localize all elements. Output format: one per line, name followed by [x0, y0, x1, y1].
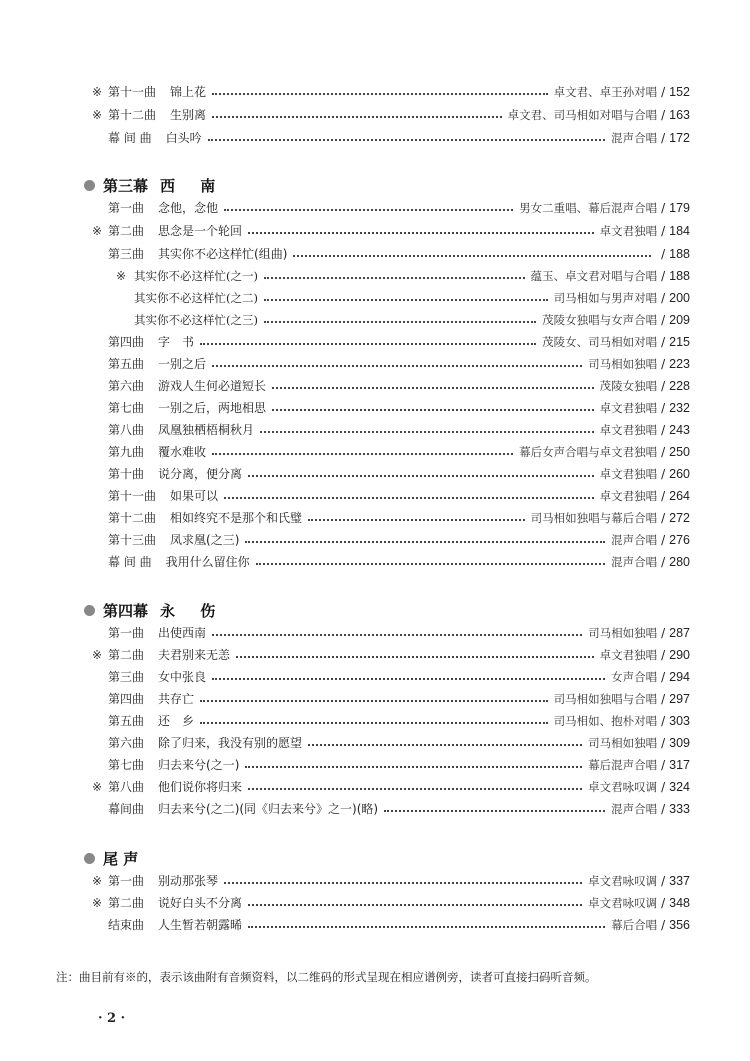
- entry-page: 324: [669, 780, 690, 794]
- separator: /: [661, 692, 666, 706]
- leader-dots: [200, 722, 548, 724]
- leader-dots: [245, 766, 582, 768]
- leader-dots: [256, 563, 605, 565]
- audio-mark: ※: [92, 108, 103, 122]
- toc-entry: [84, 667, 690, 687]
- entry-page: 348: [669, 896, 690, 910]
- leader-dots: [224, 209, 513, 211]
- entry-page: 294: [669, 670, 690, 684]
- entry-performance: 卓文君独唱: [599, 489, 658, 503]
- toc-entry: [84, 486, 690, 506]
- audio-mark: ※: [92, 224, 103, 238]
- separator: /: [661, 533, 666, 547]
- leader-dots: [200, 343, 536, 345]
- separator: /: [661, 758, 666, 772]
- entry-title: 别动那张琴: [158, 874, 219, 888]
- entry-title: 说分离，便分离: [158, 467, 243, 481]
- entry-title: 白头吟: [165, 131, 202, 145]
- toc-entry: [84, 82, 690, 102]
- section-heading-epilogue: [84, 848, 150, 869]
- entry-performance: 司马相如独唱: [588, 736, 658, 750]
- separator: /: [661, 131, 666, 145]
- entry-performance: 混声合唱: [611, 131, 658, 145]
- act-label: 第三幕: [103, 177, 149, 195]
- entry-page: 260: [669, 467, 690, 481]
- toc-entry: [84, 105, 690, 125]
- entry-title: 归去来兮(之二)(同《归去来兮》之一)(略): [158, 802, 379, 816]
- entry-title: 除了归来，我没有别的愿望: [158, 736, 303, 750]
- toc-entry: [84, 915, 690, 935]
- entry-number: 第五曲: [108, 357, 145, 371]
- entry-title: 锦上花: [170, 85, 207, 99]
- separator: /: [661, 670, 666, 684]
- entry-performance: 卓文君、卓王孙对唱: [553, 85, 658, 99]
- leader-dots: [236, 656, 594, 658]
- leader-dots: [264, 321, 536, 323]
- leader-dots: [212, 634, 582, 636]
- entry-performance: 卓文君独唱: [599, 401, 658, 415]
- leader-dots: [248, 904, 582, 906]
- leader-dots: [293, 255, 651, 257]
- entry-performance: 司马相如独唱与幕后合唱: [530, 511, 658, 525]
- toc-entry: [84, 376, 690, 396]
- entry-page: 317: [669, 758, 690, 772]
- entry-performance: 男女二重唱、幕后混声合唱: [519, 201, 658, 215]
- toc-entry: [84, 689, 690, 709]
- leader-dots: [308, 744, 582, 746]
- entry-page: 163: [669, 108, 690, 122]
- entry-title: 人生暂若朝露晞: [158, 918, 243, 932]
- entry-performance: 司马相如独唱: [588, 357, 658, 371]
- separator: /: [661, 714, 666, 728]
- leader-dots: [212, 453, 513, 455]
- separator: /: [661, 511, 666, 525]
- leader-dots: [200, 700, 548, 702]
- audio-mark: ※: [92, 85, 103, 99]
- entry-performance: 卓文君独唱: [599, 224, 658, 238]
- toc-entry: [84, 777, 690, 797]
- separator: /: [661, 896, 666, 910]
- leader-dots: [248, 232, 594, 234]
- toc-entry: [84, 508, 690, 528]
- entry-page: 337: [669, 874, 690, 888]
- entry-page: 287: [669, 626, 690, 640]
- leader-dots: [224, 497, 594, 499]
- separator: /: [661, 802, 666, 816]
- entry-title: 相如终究不是那个和氏璧: [170, 511, 303, 525]
- entry-performance: 混声合唱: [611, 555, 658, 569]
- entry-page: 152: [669, 85, 690, 99]
- toc-subentry: [108, 266, 690, 286]
- act-label: 第四幕: [103, 602, 149, 620]
- leader-dots: [248, 475, 594, 477]
- leader-dots: [264, 277, 525, 279]
- entry-performance: 幕后女声合唱与卓文君独唱: [519, 445, 658, 459]
- toc-entry: [84, 464, 690, 484]
- toc-entry: [84, 442, 690, 462]
- separator: /: [661, 467, 666, 481]
- leader-dots: [260, 431, 594, 433]
- entry-title: 出使西南: [158, 626, 207, 640]
- separator: /: [661, 201, 666, 215]
- toc-entry: [84, 893, 690, 913]
- entry-number: 第一曲: [108, 874, 145, 888]
- footnote: 注：曲目前有※的，表示该曲附有音频资料，以二维码的形式呈现在相应谱例旁，读者可直接扫码听音频。: [56, 970, 597, 984]
- separator: /: [661, 313, 666, 327]
- separator: /: [661, 626, 666, 640]
- entry-title: 女中张良: [158, 670, 207, 684]
- toc-subentry: [108, 288, 690, 308]
- entry-page: 250: [669, 445, 690, 459]
- entry-title: 共存亡: [158, 692, 195, 706]
- entry-number: 结束曲: [108, 918, 145, 932]
- separator: /: [661, 918, 666, 932]
- entry-title: 还 乡: [158, 714, 195, 728]
- entry-number: 第十一曲: [108, 85, 157, 99]
- entry-page: 297: [669, 692, 690, 706]
- entry-page: 188: [669, 269, 690, 283]
- separator: /: [661, 85, 666, 99]
- entry-title: 一别之后，两地相思: [158, 401, 267, 415]
- entry-performance: 司马相如独唱与合唱: [553, 692, 658, 706]
- entry-title: 他们说你将归来: [158, 780, 243, 794]
- entry-title: 覆水难收: [158, 445, 207, 459]
- entry-performance: 茂陵女独唱与女声合唱: [542, 313, 658, 327]
- separator: /: [661, 224, 666, 238]
- entry-page: 215: [669, 335, 690, 349]
- entry-page: 172: [669, 131, 690, 145]
- separator: /: [661, 269, 666, 283]
- separator: /: [661, 874, 666, 888]
- toc-subentry: [108, 310, 690, 330]
- entry-title: 思念是一个轮回: [158, 224, 243, 238]
- entry-page: 243: [669, 423, 690, 437]
- toc-entry: [84, 221, 690, 241]
- act-name: 永 伤: [160, 602, 226, 620]
- toc-entry: [84, 332, 690, 352]
- entry-title: 念他，念他: [158, 201, 219, 215]
- entry-number: 第四曲: [108, 335, 145, 349]
- toc-entry: [84, 623, 690, 643]
- entry-title: 其实你不必这样忙(组曲): [158, 247, 288, 261]
- entry-title: 其实你不必这样忙(之一): [134, 269, 258, 283]
- entry-performance: 茂陵女、司马相如对唱: [542, 335, 658, 349]
- leader-dots: [212, 93, 548, 95]
- separator: /: [661, 357, 666, 371]
- entry-number: 第二曲: [108, 896, 145, 910]
- separator: /: [661, 108, 666, 122]
- entry-page: 188: [669, 247, 690, 261]
- bullet-icon: [84, 853, 95, 864]
- entry-title: 我用什么留住你: [165, 555, 250, 569]
- entry-title: 夫君别来无恙: [158, 648, 231, 662]
- toc-entry: [84, 398, 690, 418]
- entry-number: 第六曲: [108, 736, 145, 750]
- entry-performance: 混声合唱: [611, 802, 658, 816]
- leader-dots: [224, 882, 582, 884]
- entry-page: 303: [669, 714, 690, 728]
- leader-dots: [248, 926, 605, 928]
- entry-title: 凤求凰(之三): [170, 533, 240, 547]
- entry-number: 第二曲: [108, 224, 145, 238]
- toc-entry: [84, 552, 690, 572]
- toc-entry: [84, 733, 690, 753]
- separator: /: [661, 335, 666, 349]
- page-number: · 2 ·: [98, 1011, 126, 1026]
- entry-title: 凤凰独栖梧桐秋月: [158, 423, 255, 437]
- act-name: 西 南: [160, 177, 226, 195]
- entry-performance: 卓文君、司马相如对唱与合唱: [507, 108, 658, 122]
- entry-performance: 卓文君独唱: [599, 648, 658, 662]
- entry-performance: 卓文君咏叹调: [588, 896, 658, 910]
- leader-dots: [212, 116, 502, 118]
- entry-number: 第二曲: [108, 648, 145, 662]
- entry-page: 232: [669, 401, 690, 415]
- entry-title: 如果可以: [170, 489, 219, 503]
- entry-page: 290: [669, 648, 690, 662]
- entry-title: 说好白头不分离: [158, 896, 243, 910]
- entry-number: 幕 间 曲: [108, 131, 152, 145]
- entry-page: 228: [669, 379, 690, 393]
- leader-dots: [264, 299, 548, 301]
- entry-number: 第七曲: [108, 758, 145, 772]
- entry-number: 第六曲: [108, 379, 145, 393]
- leader-dots: [272, 387, 594, 389]
- bullet-icon: [84, 605, 95, 616]
- entry-page: 356: [669, 918, 690, 932]
- entry-title: 字 书: [158, 335, 195, 349]
- separator: /: [661, 555, 666, 569]
- entry-title: 一别之后: [158, 357, 207, 371]
- separator: /: [661, 247, 666, 261]
- separator: /: [661, 736, 666, 750]
- entry-performance: 幕后合唱: [611, 918, 658, 932]
- entry-number: 第一曲: [108, 201, 145, 215]
- separator: /: [661, 423, 666, 437]
- entry-number: 第三曲: [108, 670, 145, 684]
- audio-mark: ※: [92, 896, 103, 910]
- entry-performance: 司马相如独唱: [588, 626, 658, 640]
- toc-entry: [84, 755, 690, 775]
- entry-number: 第一曲: [108, 626, 145, 640]
- separator: /: [661, 401, 666, 415]
- entry-number: 第八曲: [108, 423, 145, 437]
- toc-entry: [84, 354, 690, 374]
- toc-entry: [84, 244, 690, 264]
- entry-number: 第五曲: [108, 714, 145, 728]
- audio-mark: ※: [92, 780, 103, 794]
- entry-performance: 混声合唱: [611, 533, 658, 547]
- separator: /: [661, 489, 666, 503]
- separator: /: [661, 780, 666, 794]
- entry-number: 幕间曲: [108, 802, 145, 816]
- entry-number: 第九曲: [108, 445, 145, 459]
- act-label: 尾 声: [103, 850, 139, 868]
- toc-entry: [84, 530, 690, 550]
- entry-performance: 蕴玉、卓文君对唱与合唱: [530, 269, 658, 283]
- entry-page: 309: [669, 736, 690, 750]
- entry-performance: 女声合唱: [611, 670, 658, 684]
- toc-entry: [84, 799, 690, 819]
- bullet-icon: [84, 180, 95, 191]
- entry-title: 游戏人生何必道短长: [158, 379, 267, 393]
- entry-number: 第十一曲: [108, 489, 157, 503]
- entry-performance: 司马相如与男声对唱: [553, 291, 658, 305]
- audio-mark: ※: [92, 874, 103, 888]
- entry-number: 第十三曲: [108, 533, 157, 547]
- entry-page: 184: [669, 224, 690, 238]
- entry-number: 第十二曲: [108, 511, 157, 525]
- separator: /: [661, 648, 666, 662]
- entry-performance: 司马相如、抱朴对唱: [553, 714, 658, 728]
- leader-dots: [212, 678, 605, 680]
- toc-entry: [84, 711, 690, 731]
- audio-mark: ※: [116, 269, 127, 283]
- entry-number: 第三曲: [108, 247, 145, 261]
- entry-performance: 卓文君咏叹调: [588, 874, 658, 888]
- section-heading-act-3: [84, 175, 225, 196]
- toc-entry: [84, 420, 690, 440]
- entry-page: 209: [669, 313, 690, 327]
- entry-number: 幕 间 曲: [108, 555, 152, 569]
- entry-number: 第七曲: [108, 401, 145, 415]
- leader-dots: [384, 810, 605, 812]
- entry-page: 179: [669, 201, 690, 215]
- separator: /: [661, 445, 666, 459]
- entry-performance: 卓文君独唱: [599, 423, 658, 437]
- section-heading-act-4: [84, 600, 225, 621]
- entry-page: 333: [669, 802, 690, 816]
- toc-entry: [84, 128, 690, 148]
- leader-dots: [248, 788, 582, 790]
- entry-page: 264: [669, 489, 690, 503]
- entry-title: 生别离: [170, 108, 207, 122]
- entry-number: 第十二曲: [108, 108, 157, 122]
- entry-performance: 卓文君独唱: [599, 467, 658, 481]
- leader-dots: [245, 541, 605, 543]
- entry-performance: 幕后混声合唱: [588, 758, 658, 772]
- leader-dots: [308, 519, 525, 521]
- entry-page: 200: [669, 291, 690, 305]
- separator: /: [661, 291, 666, 305]
- entry-performance: 卓文君咏叹调: [588, 780, 658, 794]
- entry-page: 280: [669, 555, 690, 569]
- toc-entry: [84, 645, 690, 665]
- audio-mark: ※: [92, 648, 103, 662]
- leader-dots: [208, 139, 605, 141]
- entry-title: 归去来兮(之一): [158, 758, 240, 772]
- entry-page: 223: [669, 357, 690, 371]
- entry-page: 276: [669, 533, 690, 547]
- entry-number: 第八曲: [108, 780, 145, 794]
- entry-title: 其实你不必这样忙(之二): [134, 291, 258, 305]
- separator: /: [661, 379, 666, 393]
- entry-number: 第十曲: [108, 467, 145, 481]
- toc-entry: [84, 871, 690, 891]
- entry-number: 第四曲: [108, 692, 145, 706]
- entry-title: 其实你不必这样忙(之三): [134, 313, 258, 327]
- entry-performance: 茂陵女独唱: [599, 379, 658, 393]
- leader-dots: [212, 365, 582, 367]
- entry-page: 272: [669, 511, 690, 525]
- toc-entry: [84, 198, 690, 218]
- leader-dots: [272, 409, 594, 411]
